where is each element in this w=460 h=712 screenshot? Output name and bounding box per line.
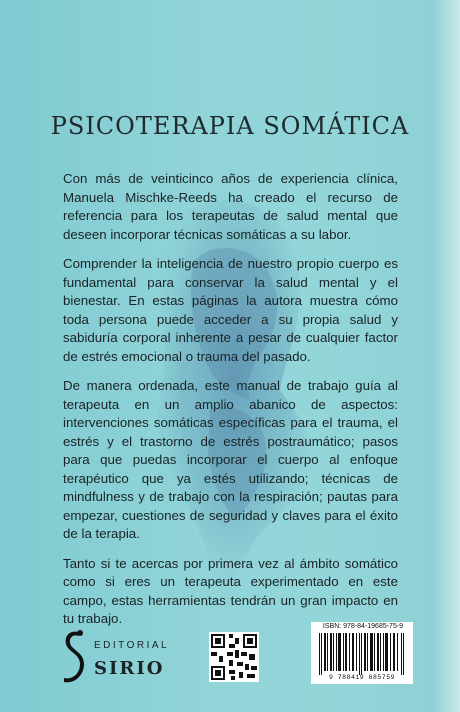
blurb-paragraph-4: Tanto si te acercas por primera vez al ámbito somático como si eres un terapeuta experimentado en este campo, estas herramientas tendrán un gran impacto en tu trabajo. <box>63 555 398 626</box>
book-title: PSICOTERAPIA SOMÁTICA <box>50 112 410 140</box>
barcode-digits: 9 788419 685759 <box>328 674 395 681</box>
back-cover-blurb <box>63 170 398 640</box>
blurb-paragraph-2: Comprender la inteligencia de nuestro propio cuerpo es fundamental para conservar la salud mental y el bienestar. En estas páginas la autora muestra cómo toda persona puede acceder a su propia salud y sabiduría corporal inherente a pesar de cualquier factor de estrés emocional o trauma del pasado. <box>63 256 398 364</box>
swan-s-logo-icon <box>60 628 86 684</box>
blurb-paragraph-1: Con más de veinticinco años de experiencia clínica, Manuela Mischke-Reeds ha creado el recurso de referencia para los terapeutas de salud mental que deseen incorporar técnicas somáticas a su labor. <box>63 171 398 242</box>
spine-highlight <box>432 0 460 712</box>
publisher-name: SIRIO <box>94 658 165 679</box>
barcode-icon <box>317 633 407 675</box>
publisher-logo <box>60 628 220 688</box>
isbn-label: ISBN: 978-84-19685-75-9 <box>322 623 404 630</box>
blurb-paragraph-3: De manera ordenada, este manual de trabajo guía al terapeuta en un amplio abanico de aspectos: intervenciones somáticas específicas para el trauma, el estrés y el trastorno de estrés postraumático; pasos para que puedas incorporar el cuerpo al enfoque terapéutico que ya estés utilizando; técnicas de mindfulness y de trabajo con la respiración; pautas para empezar, cuestiones de seguridad y claves para el éxito de la terapia. <box>63 378 398 541</box>
isbn-barcode-block <box>311 622 413 684</box>
qr-code-icon[interactable] <box>209 632 259 682</box>
publisher-label: EDITORIAL <box>94 640 170 651</box>
